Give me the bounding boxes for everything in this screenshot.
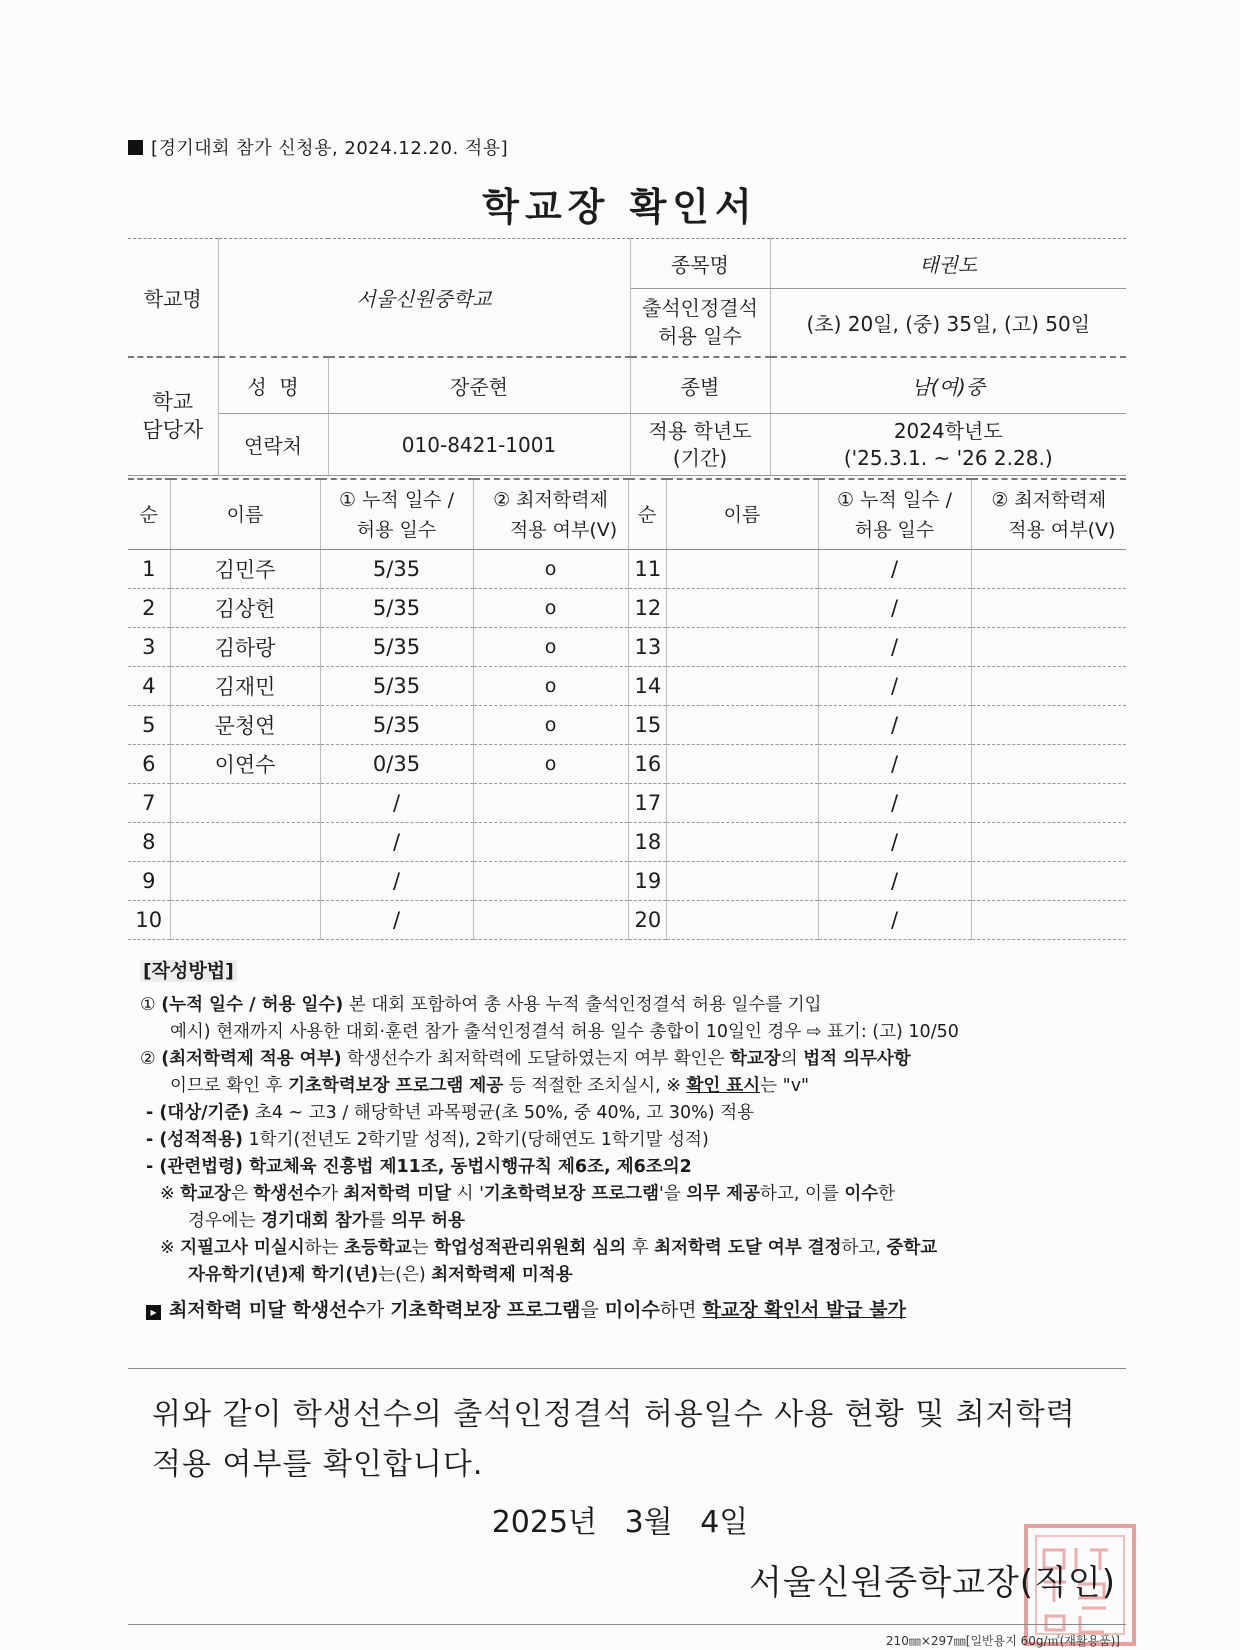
min-achievement: o — [473, 628, 628, 667]
absence-value: (초) 20일, (중) 35일, (고) 50일 — [770, 289, 1126, 357]
absence-days: 5/35 — [320, 589, 473, 628]
student-number: 8 — [128, 823, 170, 862]
issue-date: 2025년 3월 4일 — [491, 1505, 749, 1540]
min-achievement — [473, 862, 628, 901]
student-number: 18 — [628, 823, 666, 862]
student-name — [666, 667, 818, 706]
roster-row — [128, 823, 1126, 862]
min-achievement — [473, 901, 628, 940]
form-type-note: [경기대회 참가 신청용, 2024.12.20. 적용] — [128, 134, 508, 160]
student-number: 11 — [628, 550, 666, 589]
roster-header-row — [128, 479, 1126, 550]
student-number: 17 — [628, 784, 666, 823]
student-name — [666, 823, 818, 862]
name-label: 성 명 — [218, 357, 328, 414]
student-name — [170, 862, 320, 901]
student-number: 12 — [628, 589, 666, 628]
document-title: 학교장 확인서 — [482, 185, 758, 229]
student-name — [666, 784, 818, 823]
header-min: ② 최저학력제 적용 여부(V) — [473, 479, 628, 550]
student-number: 3 — [128, 628, 170, 667]
absence-days: / — [818, 706, 971, 745]
min-achievement — [971, 706, 1126, 745]
confirmation-statement: 위와 같이 학생선수의 출석인정결석 허용일수 사용 현황 및 최저학력 적용 여부를 확인합니다. — [152, 1397, 1076, 1482]
detail-target: - (대상/기준) 초4 ~ 고3 / 해당학년 과목평균(초 50%, 중 40%, 고 30%) 적용 — [146, 1103, 754, 1123]
absence-days: / — [818, 589, 971, 628]
student-name: 김재민 — [170, 667, 320, 706]
min-achievement — [473, 823, 628, 862]
student-name: 이연수 — [170, 745, 320, 784]
student-number: 14 — [628, 667, 666, 706]
student-number: 7 — [128, 784, 170, 823]
instructions-section — [140, 958, 1130, 1324]
student-name: 문청연 — [170, 706, 320, 745]
gender-label: 종별 — [630, 357, 770, 414]
final-warning: ▸ 최저학력 미달 학생선수가 기초학력보장 프로그램을 미이수하면 학교장 확인서 발급 불가 — [140, 1297, 1130, 1324]
min-achievement — [971, 550, 1126, 589]
sport-value: 태권도 — [770, 239, 1126, 289]
absence-days: / — [320, 862, 473, 901]
header-days: ① 누적 일수 / 허용 일수 — [818, 479, 971, 550]
student-number: 20 — [628, 901, 666, 940]
school-label: 학교명 — [128, 239, 218, 357]
absence-days: / — [320, 901, 473, 940]
min-achievement: o — [473, 667, 628, 706]
student-name — [666, 589, 818, 628]
student-name — [170, 901, 320, 940]
roster-row — [128, 628, 1126, 667]
principal-signature: 서울신원중학교장(직인) — [749, 1563, 1116, 1603]
student-number: 5 — [128, 706, 170, 745]
arrow-box-icon: ▸ — [146, 1305, 161, 1320]
info-table — [128, 238, 1126, 476]
min-achievement — [971, 784, 1126, 823]
absence-days: 5/35 — [320, 628, 473, 667]
student-name — [170, 823, 320, 862]
note-2-cont: 자유학기(년)제 학기(년)는(은) 최저학력제 미적용 — [188, 1265, 573, 1285]
paper-spec-footer: 210㎜×297㎜[일반용지 60g/㎡(재활용품)] — [885, 1634, 1120, 1648]
student-number: 2 — [128, 589, 170, 628]
student-number: 1 — [128, 550, 170, 589]
header-no: 순 — [128, 479, 170, 550]
student-number: 13 — [628, 628, 666, 667]
student-name: 김민주 — [170, 550, 320, 589]
absence-days: / — [818, 901, 971, 940]
footer-divider — [128, 1624, 1126, 1625]
min-achievement — [971, 667, 1126, 706]
absence-days: / — [320, 784, 473, 823]
square-bullet-icon — [128, 140, 143, 155]
header-days: ① 누적 일수 / 허용 일수 — [320, 479, 473, 550]
gender-value: 남(여)중 — [770, 357, 1126, 414]
roster-row — [128, 745, 1126, 784]
student-name — [666, 862, 818, 901]
year-label: 적용 학년도 (기간) — [630, 414, 770, 476]
student-name — [666, 628, 818, 667]
min-achievement — [971, 901, 1126, 940]
min-achievement — [971, 862, 1126, 901]
manager-name: 장준현 — [328, 357, 630, 414]
student-name — [170, 784, 320, 823]
min-achievement — [473, 784, 628, 823]
roster-row — [128, 706, 1126, 745]
student-roster-table — [128, 478, 1126, 940]
min-achievement — [971, 745, 1126, 784]
student-number: 16 — [628, 745, 666, 784]
student-name — [666, 745, 818, 784]
instruction-1: ① (누적 일수 / 허용 일수) 본 대회 포함하여 총 사용 누적 출석인정결석 허용 일수를 기입 — [140, 995, 822, 1015]
contact-value: 010-8421-1001 — [328, 414, 630, 476]
contact-label: 연락처 — [218, 414, 328, 476]
instructions-heading: [작성방법] — [140, 960, 237, 982]
student-number: 10 — [128, 901, 170, 940]
absence-days: / — [320, 823, 473, 862]
absence-days: / — [818, 745, 971, 784]
roster-row — [128, 667, 1126, 706]
absence-days: / — [818, 628, 971, 667]
min-achievement — [971, 589, 1126, 628]
roster-row — [128, 589, 1126, 628]
note-2: ※ 지필고사 미실시하는 초등학교는 학업성적관리위원회 심의 후 최저학력 도달 여부 결정하고, 중학교 — [160, 1238, 938, 1258]
year-value: 2024학년도 ('25.3.1. ~ '26 2.28.) — [770, 414, 1126, 476]
student-number: 19 — [628, 862, 666, 901]
absence-days: 5/35 — [320, 550, 473, 589]
roster-row — [128, 550, 1126, 589]
header-name: 이름 — [666, 479, 818, 550]
absence-days: / — [818, 550, 971, 589]
school-value: 서울신원중학교 — [218, 239, 630, 357]
roster-row — [128, 784, 1126, 823]
student-number: 6 — [128, 745, 170, 784]
min-achievement: o — [473, 706, 628, 745]
student-number: 9 — [128, 862, 170, 901]
instruction-2: ② (최저학력제 적용 여부) 학생선수가 최저학력에 도달하였는지 여부 확인은 학교장의 법적 의무사항 — [140, 1049, 911, 1069]
min-achievement — [971, 628, 1126, 667]
header-no: 순 — [628, 479, 666, 550]
student-name: 김하랑 — [170, 628, 320, 667]
min-achievement — [971, 823, 1126, 862]
student-name — [666, 706, 818, 745]
sport-label: 종목명 — [630, 239, 770, 289]
absence-days: 5/35 — [320, 706, 473, 745]
instruction-1-example: 예시) 현재까지 사용한 대회·훈련 참가 출석인정결석 허용 일수 총합이 10일인 경우 ⇨ 표기: (고) 10/50 — [170, 1022, 959, 1042]
absence-days: 0/35 — [320, 745, 473, 784]
detail-grades: - (성적적용) 1학기(전년도 2학기말 성적), 2학기(당해연도 1학기말 성적) — [146, 1130, 709, 1150]
absence-days: / — [818, 784, 971, 823]
min-achievement: o — [473, 745, 628, 784]
student-name: 김상헌 — [170, 589, 320, 628]
absence-days: / — [818, 862, 971, 901]
note-1-cont: 경우에는 경기대회 참가를 의무 허용 — [188, 1211, 465, 1231]
header-min: ② 최저학력제 적용 여부(V) — [971, 479, 1126, 550]
note-1: ※ 학교장은 학생선수가 최저학력 미달 시 '기초학력보장 프로그램'을 의무 제공하고, 이를 이수한 — [160, 1184, 896, 1204]
instruction-2-cont: 이므로 확인 후 기초학력보장 프로그램 제공 등 적절한 조치실시, ※ 확인 표시는 "v" — [170, 1076, 810, 1096]
student-number: 4 — [128, 667, 170, 706]
absence-days: 5/35 — [320, 667, 473, 706]
absence-label: 출석인정결석 허용 일수 — [630, 289, 770, 357]
detail-law: - (관련법령) 학교체육 진흥법 제11조, 동법시행규칙 제6조, 제6조의2 — [146, 1157, 692, 1177]
absence-days: / — [818, 667, 971, 706]
student-name — [666, 550, 818, 589]
absence-days: / — [818, 823, 971, 862]
roster-row — [128, 901, 1126, 940]
header-name: 이름 — [170, 479, 320, 550]
student-name — [666, 901, 818, 940]
manager-label: 학교 담당자 — [128, 357, 218, 476]
student-number: 15 — [628, 706, 666, 745]
min-achievement: o — [473, 550, 628, 589]
roster-row — [128, 862, 1126, 901]
min-achievement: o — [473, 589, 628, 628]
divider — [128, 1368, 1126, 1369]
